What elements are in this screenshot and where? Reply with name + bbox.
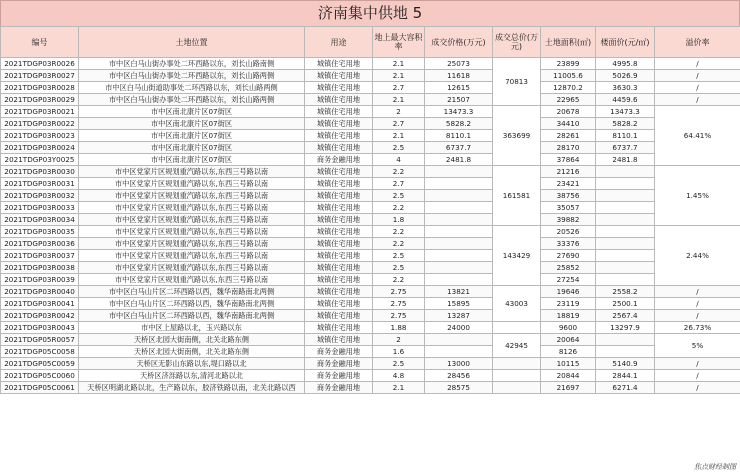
- cell-price: 13000: [425, 358, 493, 370]
- table-row: [1, 82, 740, 94]
- cell-price: [425, 238, 493, 250]
- cell-far: 2.1: [373, 70, 425, 82]
- cell-use: 城镇住宅用地: [305, 202, 373, 214]
- table-row: [1, 262, 740, 274]
- cell-far: 2.1: [373, 130, 425, 142]
- cell-code: 2021TDGP03R0028: [1, 82, 79, 94]
- header-row: [1, 27, 740, 58]
- cell-floor-price: 2481.8: [596, 154, 655, 166]
- cell-far: 2.5: [373, 190, 425, 202]
- cell-area: 38756: [541, 190, 596, 202]
- cell-premium: /: [655, 298, 740, 310]
- cell-use: 城镇住宅用地: [305, 94, 373, 106]
- cell-premium: /: [655, 70, 740, 82]
- table-row: [1, 334, 740, 346]
- cell-floor-price: [596, 214, 655, 226]
- cell-use: 城镇住宅用地: [305, 238, 373, 250]
- cell-far: 2.7: [373, 178, 425, 190]
- cell-area: 21697: [541, 382, 596, 394]
- cell-far: 2.5: [373, 262, 425, 274]
- cell-use: 城镇住宅用地: [305, 190, 373, 202]
- table-row: [1, 322, 740, 334]
- cell-total-price: 43003: [493, 286, 541, 322]
- cell-area: 23119: [541, 298, 596, 310]
- cell-location: 市中区党家片区规划重汽路以东,东西三号路以南: [79, 226, 305, 238]
- cell-total-price: 70813: [493, 58, 541, 106]
- cell-far: 2.5: [373, 250, 425, 262]
- cell-floor-price: 2567.4: [596, 310, 655, 322]
- cell-location: 市中区南北康片区07街区: [79, 142, 305, 154]
- cell-area: 9600: [541, 322, 596, 334]
- cell-far: 2.2: [373, 202, 425, 214]
- cell-price: 21507: [425, 94, 493, 106]
- cell-floor-price: [596, 178, 655, 190]
- cell-use: 城镇住宅用地: [305, 226, 373, 238]
- cell-area: 33376: [541, 238, 596, 250]
- cell-use: 城镇住宅用地: [305, 334, 373, 346]
- cell-location: 市中区南北康片区07街区: [79, 130, 305, 142]
- cell-area: 19646: [541, 286, 596, 298]
- table-row: [1, 214, 740, 226]
- cell-far: 2.1: [373, 382, 425, 394]
- cell-far: 2.2: [373, 166, 425, 178]
- cell-floor-price: 6737.7: [596, 142, 655, 154]
- table-row: [1, 178, 740, 190]
- cell-floor-price: 13297.9: [596, 322, 655, 334]
- cell-area: 20526: [541, 226, 596, 238]
- cell-total-price: 161581: [493, 166, 541, 226]
- cell-premium: /: [655, 358, 740, 370]
- cell-premium: /: [655, 58, 740, 70]
- cell-use: 城镇住宅用地: [305, 214, 373, 226]
- cell-location: 市中区南北康片区07街区: [79, 106, 305, 118]
- cell-code: 2021TDGP03R0030: [1, 166, 79, 178]
- cell-far: 2.5: [373, 142, 425, 154]
- cell-floor-price: [596, 190, 655, 202]
- cell-price: [425, 190, 493, 202]
- table-row: [1, 70, 740, 82]
- cell-far: 2.2: [373, 226, 425, 238]
- cell-floor-price: 2558.2: [596, 286, 655, 298]
- cell-code: 2021TDGP03R0023: [1, 130, 79, 142]
- header-use: 用途: [305, 27, 373, 58]
- cell-use: 城镇住宅用地: [305, 166, 373, 178]
- cell-floor-price: 8110.1: [596, 130, 655, 142]
- cell-code: 2021TDGP03R0031: [1, 178, 79, 190]
- table-row: [1, 250, 740, 262]
- cell-code: 2021TDGP03R0037: [1, 250, 79, 262]
- table-row: [1, 370, 740, 382]
- cell-floor-price: 4995.8: [596, 58, 655, 70]
- cell-area: 23421: [541, 178, 596, 190]
- table-row: [1, 298, 740, 310]
- cell-code: 2021TDGP03Y0025: [1, 154, 79, 166]
- table-row: [1, 94, 740, 106]
- cell-price: [425, 166, 493, 178]
- cell-price: [425, 214, 493, 226]
- cell-area: 12870.2: [541, 82, 596, 94]
- table-row: [1, 382, 740, 394]
- cell-price: 12615: [425, 82, 493, 94]
- table-row: [1, 310, 740, 322]
- header-premium: 溢价率: [655, 27, 740, 58]
- cell-premium: /: [655, 94, 740, 106]
- cell-location: 市中区白马山街办事处二环西路以东，刘长山路两侧: [79, 70, 305, 82]
- cell-floor-price: 5026.9: [596, 70, 655, 82]
- cell-far: 2.2: [373, 274, 425, 286]
- header-far: 地上最大容积率: [373, 27, 425, 58]
- cell-code: 2021TDGP03R0042: [1, 310, 79, 322]
- cell-price: 13821: [425, 286, 493, 298]
- cell-area: 23899: [541, 58, 596, 70]
- cell-price: 11618: [425, 70, 493, 82]
- table-row: [1, 286, 740, 298]
- cell-total-price: [493, 322, 541, 334]
- cell-price: [425, 346, 493, 358]
- cell-use: 城镇住宅用地: [305, 178, 373, 190]
- cell-location: 市中区党家片区规划重汽路以东,东西三号路以南: [79, 202, 305, 214]
- cell-floor-price: [596, 346, 655, 358]
- cell-use: 商务金融用地: [305, 382, 373, 394]
- cell-area: 18819: [541, 310, 596, 322]
- cell-code: 2021TDGP03R0022: [1, 118, 79, 130]
- header-total-price: 成交总价(万元): [493, 27, 541, 58]
- cell-total-price: 363699: [493, 106, 541, 166]
- cell-far: 2.5: [373, 358, 425, 370]
- cell-location: 市中区白马山街办事处二环西路以东，刘长山路两侧: [79, 94, 305, 106]
- cell-use: 城镇住宅用地: [305, 142, 373, 154]
- land-supply-table: [0, 26, 740, 394]
- cell-area: 28170: [541, 142, 596, 154]
- cell-area: 20064: [541, 334, 596, 346]
- cell-location: 市中区党家片区规划重汽路以东,东西三号路以南: [79, 250, 305, 262]
- cell-use: 城镇住宅用地: [305, 310, 373, 322]
- cell-premium: 64.41%: [655, 106, 740, 166]
- cell-floor-price: 2844.1: [596, 370, 655, 382]
- cell-use: 城镇住宅用地: [305, 106, 373, 118]
- cell-total-price: [493, 382, 541, 394]
- cell-location: 天桥区明湖北路以北，生产路以东，胶济铁路以南，北关北路以西: [79, 382, 305, 394]
- cell-use: 商务金融用地: [305, 346, 373, 358]
- cell-price: 13473.3: [425, 106, 493, 118]
- table-body: [1, 58, 740, 394]
- cell-code: 2021TDGP05C0060: [1, 370, 79, 382]
- cell-floor-price: [596, 166, 655, 178]
- cell-total-price: 143429: [493, 226, 541, 286]
- cell-floor-price: 5140.9: [596, 358, 655, 370]
- cell-code: 2021TDGP03R0032: [1, 190, 79, 202]
- cell-premium: /: [655, 286, 740, 298]
- cell-use: 城镇住宅用地: [305, 130, 373, 142]
- cell-price: [425, 334, 493, 346]
- table-row: [1, 118, 740, 130]
- cell-price: 8110.1: [425, 130, 493, 142]
- cell-price: 13287: [425, 310, 493, 322]
- cell-premium: 2.44%: [655, 226, 740, 286]
- cell-premium: /: [655, 82, 740, 94]
- header-code: 编号: [1, 27, 79, 58]
- cell-premium: /: [655, 370, 740, 382]
- cell-use: 城镇住宅用地: [305, 82, 373, 94]
- header-location: 土地位置: [79, 27, 305, 58]
- cell-total-price: 42945: [493, 334, 541, 358]
- cell-floor-price: 3630.3: [596, 82, 655, 94]
- cell-code: 2021TDGP03R0036: [1, 238, 79, 250]
- cell-floor-price: [596, 250, 655, 262]
- cell-area: 20678: [541, 106, 596, 118]
- cell-code: 2021TDGP05C0058: [1, 346, 79, 358]
- cell-code: 2021TDGP03R0024: [1, 142, 79, 154]
- table-row: [1, 346, 740, 358]
- cell-area: 25852: [541, 262, 596, 274]
- cell-location: 市中区南北康片区07街区: [79, 118, 305, 130]
- cell-price: 15895: [425, 298, 493, 310]
- header-floor-price: 楼面价(元/㎡): [596, 27, 655, 58]
- cell-floor-price: [596, 274, 655, 286]
- cell-far: 2.7: [373, 82, 425, 94]
- cell-code: 2021TDGP03R0038: [1, 262, 79, 274]
- cell-price: 24000: [425, 322, 493, 334]
- cell-area: 27690: [541, 250, 596, 262]
- cell-premium: /: [655, 382, 740, 394]
- cell-location: 天桥区无影山东路以东,堤口路以北: [79, 358, 305, 370]
- cell-floor-price: [596, 238, 655, 250]
- cell-use: 商务金融用地: [305, 358, 373, 370]
- cell-use: 商务金融用地: [305, 154, 373, 166]
- cell-floor-price: 4459.6: [596, 94, 655, 106]
- table-row: [1, 142, 740, 154]
- cell-far: 2.7: [373, 118, 425, 130]
- table-row: [1, 274, 740, 286]
- cell-use: 城镇住宅用地: [305, 250, 373, 262]
- cell-use: 城镇住宅用地: [305, 58, 373, 70]
- cell-area: 20844: [541, 370, 596, 382]
- cell-price: [425, 250, 493, 262]
- cell-code: 2021TDGP05C0061: [1, 382, 79, 394]
- table-row: [1, 106, 740, 118]
- cell-location: 市中区党家片区规划重汽路以东,东西三号路以南: [79, 238, 305, 250]
- cell-far: 1.6: [373, 346, 425, 358]
- cell-code: 2021TDGP03R0043: [1, 322, 79, 334]
- cell-floor-price: [596, 262, 655, 274]
- cell-code: 2021TDGP03R0021: [1, 106, 79, 118]
- cell-far: 2.1: [373, 94, 425, 106]
- cell-area: 34410: [541, 118, 596, 130]
- cell-code: 2021TDGP05R0057: [1, 334, 79, 346]
- cell-far: 2.75: [373, 286, 425, 298]
- cell-area: 8126: [541, 346, 596, 358]
- cell-area: 22965: [541, 94, 596, 106]
- cell-use: 城镇住宅用地: [305, 70, 373, 82]
- cell-floor-price: [596, 202, 655, 214]
- cell-location: 市中区白马山片区二环西路以西，魏华南路南北两侧: [79, 310, 305, 322]
- cell-floor-price: 5828.2: [596, 118, 655, 130]
- table-row: [1, 190, 740, 202]
- cell-premium: /: [655, 310, 740, 322]
- cell-far: 2: [373, 106, 425, 118]
- table-row: [1, 358, 740, 370]
- cell-floor-price: 2500.1: [596, 298, 655, 310]
- header-price: 成交价格(万元): [425, 27, 493, 58]
- cell-location: 市中区党家片区规划重汽路以东,东西三号路以南: [79, 166, 305, 178]
- cell-location: 市中区白马山片区二环西路以西，魏华南路南北两侧: [79, 298, 305, 310]
- cell-far: 1.8: [373, 214, 425, 226]
- cell-area: 10115: [541, 358, 596, 370]
- cell-far: 4.8: [373, 370, 425, 382]
- cell-area: 37864: [541, 154, 596, 166]
- cell-use: 商务金融用地: [305, 370, 373, 382]
- cell-use: 城镇住宅用地: [305, 274, 373, 286]
- cell-far: 2: [373, 334, 425, 346]
- cell-floor-price: 6271.4: [596, 382, 655, 394]
- cell-far: 2.1: [373, 58, 425, 70]
- cell-code: 2021TDGP03R0029: [1, 94, 79, 106]
- cell-premium: 1.45%: [655, 166, 740, 226]
- cell-use: 城镇住宅用地: [305, 286, 373, 298]
- cell-price: 6737.7: [425, 142, 493, 154]
- cell-use: 城镇住宅用地: [305, 298, 373, 310]
- cell-floor-price: [596, 334, 655, 346]
- cell-location: 市中区党家片区规划重汽路以东,东西三号路以南: [79, 190, 305, 202]
- table-row: [1, 154, 740, 166]
- cell-total-price: [493, 358, 541, 370]
- cell-price: [425, 178, 493, 190]
- cell-price: 2481.8: [425, 154, 493, 166]
- cell-area: 35057: [541, 202, 596, 214]
- cell-use: 城镇住宅用地: [305, 322, 373, 334]
- cell-location: 市中区党家片区规划重汽路以东,东西三号路以南: [79, 262, 305, 274]
- cell-code: 2021TDGP03R0041: [1, 298, 79, 310]
- cell-far: 4: [373, 154, 425, 166]
- cell-total-price: [493, 370, 541, 382]
- cell-code: 2021TDGP03R0040: [1, 286, 79, 298]
- cell-price: [425, 274, 493, 286]
- cell-area: 39882: [541, 214, 596, 226]
- header-area: 土地面积(㎡): [541, 27, 596, 58]
- table-row: [1, 130, 740, 142]
- cell-location: 天桥区北园大街南侧，北关北路东侧: [79, 346, 305, 358]
- cell-price: 28575: [425, 382, 493, 394]
- cell-price: 25073: [425, 58, 493, 70]
- cell-location: 市中区南北康片区07街区: [79, 154, 305, 166]
- cell-premium: 5%: [655, 334, 740, 358]
- cell-use: 城镇住宅用地: [305, 118, 373, 130]
- cell-location: 市中区上屋路以北，玉兴路以东: [79, 322, 305, 334]
- cell-area: 21216: [541, 166, 596, 178]
- cell-floor-price: 13473.3: [596, 106, 655, 118]
- cell-far: 2.75: [373, 298, 425, 310]
- cell-code: 2021TDGP03R0039: [1, 274, 79, 286]
- cell-location: 市中区党家片区规划重汽路以东,东西三号路以南: [79, 274, 305, 286]
- cell-location: 市中区白马山街道助事处二环西路以东，刘长山路两侧: [79, 82, 305, 94]
- table-row: [1, 166, 740, 178]
- page-title: 济南集中供地 5: [0, 0, 740, 27]
- table-row: [1, 202, 740, 214]
- table-row: [1, 58, 740, 70]
- cell-use: 城镇住宅用地: [305, 262, 373, 274]
- cell-area: 27254: [541, 274, 596, 286]
- cell-location: 市中区党家片区规划重汽路以东,东西三号路以南: [79, 214, 305, 226]
- cell-code: 2021TDGP05C0059: [1, 358, 79, 370]
- table-row: [1, 238, 740, 250]
- cell-price: [425, 202, 493, 214]
- cell-price: [425, 226, 493, 238]
- cell-location: 天桥区济泺路以东,清河北路以北: [79, 370, 305, 382]
- cell-location: 市中区白马山街办事处二环西路以东，刘长山路南侧: [79, 58, 305, 70]
- cell-far: 2.75: [373, 310, 425, 322]
- cell-location: 市中区党家片区规划重汽路以东,东西三号路以南: [79, 178, 305, 190]
- cell-code: 2021TDGP03R0026: [1, 58, 79, 70]
- cell-area: 28261: [541, 130, 596, 142]
- cell-code: 2021TDGP03R0034: [1, 214, 79, 226]
- cell-code: 2021TDGP03R0035: [1, 226, 79, 238]
- cell-price: [425, 262, 493, 274]
- cell-floor-price: [596, 226, 655, 238]
- cell-location: 市中区白马山片区二环西路以西，魏华南路南北两侧: [79, 286, 305, 298]
- cell-far: 1.88: [373, 322, 425, 334]
- source-credit: 焦点财经制图: [694, 463, 736, 471]
- cell-price: 5828.2: [425, 118, 493, 130]
- cell-price: 28456: [425, 370, 493, 382]
- cell-premium: 26.73%: [655, 322, 740, 334]
- cell-area: 11005.6: [541, 70, 596, 82]
- table-row: [1, 226, 740, 238]
- cell-far: 2.2: [373, 238, 425, 250]
- cell-location: 天桥区北园大街南侧，北关北路东侧: [79, 334, 305, 346]
- cell-code: 2021TDGP03R0027: [1, 70, 79, 82]
- cell-code: 2021TDGP03R0033: [1, 202, 79, 214]
